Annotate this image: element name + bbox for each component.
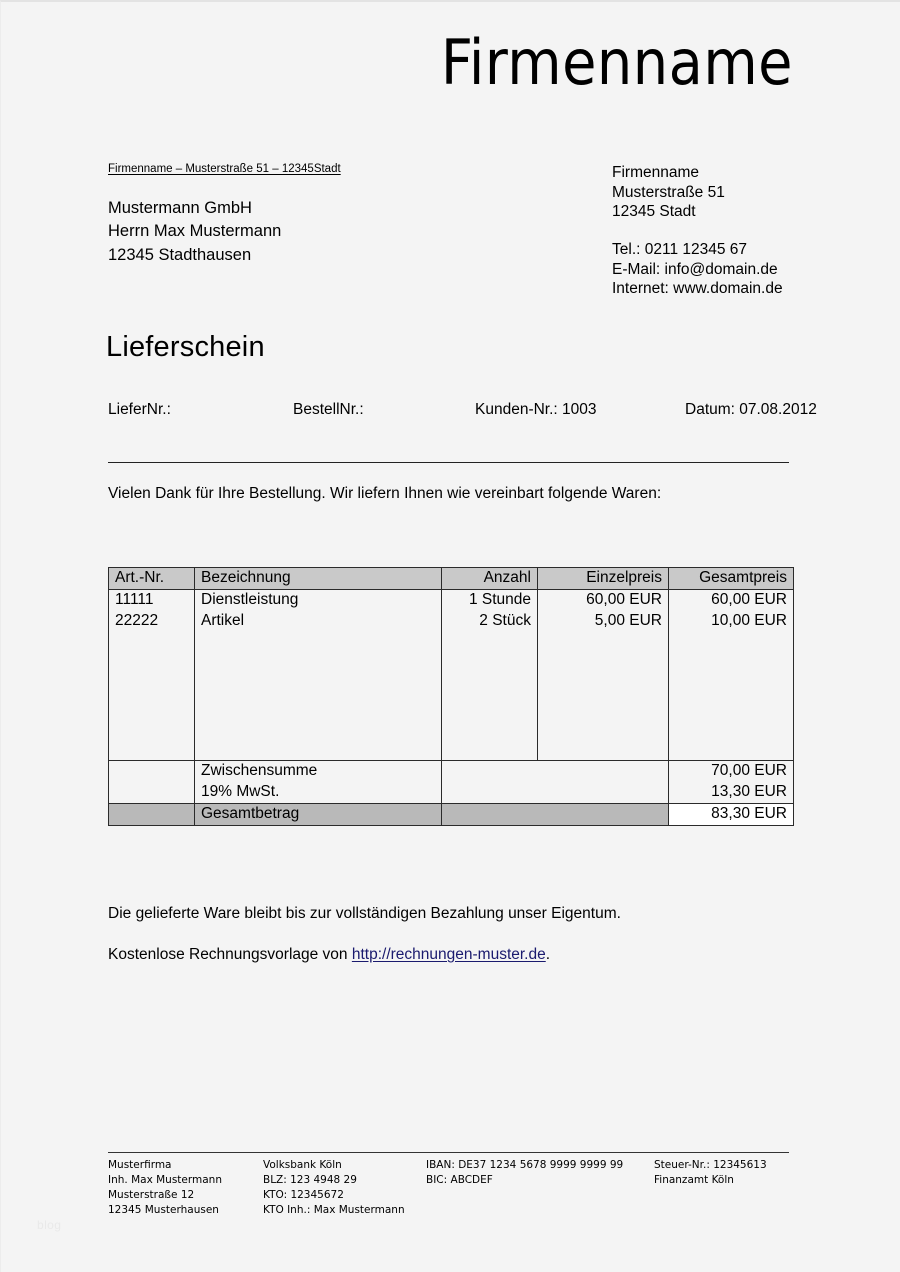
recipient-line-1: Mustermann GmbH bbox=[108, 199, 252, 217]
subtotal-label: Zwischensumme bbox=[195, 761, 442, 782]
footer-tax-number: Steuer-Nr.: 12345613 bbox=[654, 1159, 767, 1171]
cell-unit-price: 5,00 EUR bbox=[538, 611, 669, 632]
contact-spacer bbox=[612, 222, 783, 240]
grand-total-empty-article bbox=[109, 804, 195, 826]
grand-total-label: Gesamtbetrag bbox=[195, 804, 442, 826]
subtotal-empty-article bbox=[109, 761, 195, 782]
order-number-label: BestellNr.: bbox=[293, 401, 364, 418]
column-header-quantity: Anzahl bbox=[442, 568, 538, 590]
subtotal-amount: 70,00 EUR bbox=[669, 761, 794, 782]
footer-account-number: KTO: 12345672 bbox=[263, 1188, 344, 1201]
contact-city: 12345 Stadt bbox=[612, 203, 696, 221]
contact-company-name: Firmenname bbox=[612, 164, 699, 181]
filler-cell-article bbox=[109, 632, 195, 761]
footer-bic: BIC: ABCDEF bbox=[426, 1173, 493, 1186]
contact-website: Internet: www.domain.de bbox=[612, 280, 783, 298]
page-watermark: blog bbox=[37, 1218, 62, 1232]
footer-bank-code: BLZ: 123 4948 29 bbox=[263, 1173, 357, 1186]
contact-phone: Tel.: 0211 12345 67 bbox=[612, 241, 748, 259]
filler-cell-description bbox=[195, 632, 442, 761]
footer-company-street: Musterstraße 12 bbox=[108, 1188, 195, 1201]
template-credit-note bbox=[108, 946, 550, 964]
document-reference-row bbox=[1, 401, 900, 423]
subtotal-empty-quantity bbox=[442, 761, 538, 782]
sender-return-address: Firmenname – Musterstraße 51 – 12345Stadt bbox=[108, 163, 341, 175]
template-source-link[interactable]: http://rechnungen-muster.de bbox=[351, 946, 546, 963]
footer-company-name: Musterfirma bbox=[108, 1159, 172, 1171]
table-header-row bbox=[109, 568, 794, 590]
filler-cell-unit-price bbox=[538, 632, 669, 761]
template-credit-prefix: Kostenlose Rechnungsvorlage von bbox=[108, 946, 352, 963]
contact-street: Musterstraße 51 bbox=[612, 183, 725, 201]
line-items-table bbox=[108, 567, 794, 826]
subtotal-empty-unit bbox=[538, 761, 669, 782]
column-header-unit-price: Einzelpreis bbox=[538, 568, 669, 590]
tax-empty-article bbox=[109, 782, 195, 803]
delivery-number-label: LieferNr.: bbox=[108, 401, 171, 418]
footer-company-owner: Inh. Max Mustermann bbox=[108, 1173, 222, 1186]
tax-row bbox=[109, 782, 794, 803]
cell-description: Artikel bbox=[195, 611, 442, 632]
tax-empty-quantity bbox=[442, 782, 538, 803]
document-date-value: Datum: 07.08.2012 bbox=[685, 401, 817, 418]
cell-quantity: 1 Stunde bbox=[442, 590, 538, 611]
template-credit-suffix: . bbox=[545, 946, 551, 963]
subtotal-row bbox=[109, 761, 794, 782]
page-title: Lieferschein bbox=[106, 331, 265, 363]
footer-tax-column bbox=[654, 1158, 767, 1188]
cell-article-number: 11111 bbox=[109, 590, 195, 611]
tax-label: 19% MwSt. bbox=[195, 782, 442, 803]
company-brand-title: Firmenname bbox=[440, 26, 793, 99]
footer-divider bbox=[108, 1152, 789, 1153]
footer-company-column bbox=[108, 1158, 222, 1218]
cell-description: Dienstleistung bbox=[195, 590, 442, 611]
table-body bbox=[109, 590, 794, 826]
cell-article-number: 22222 bbox=[109, 611, 195, 632]
customer-number-value: Kunden-Nr.: 1003 bbox=[475, 401, 597, 418]
cell-total-price: 10,00 EUR bbox=[669, 611, 794, 632]
footer-bank-column bbox=[263, 1158, 405, 1218]
cell-total-price: 60,00 EUR bbox=[669, 590, 794, 611]
grand-total-row bbox=[109, 804, 794, 826]
footer-iban: IBAN: DE37 1234 5678 9999 9999 99 bbox=[426, 1159, 624, 1171]
grand-total-empty-quantity bbox=[442, 804, 538, 826]
filler-cell-total-price bbox=[669, 632, 794, 761]
grand-total-empty-unit bbox=[538, 804, 669, 826]
grand-total-amount: 83,30 EUR bbox=[669, 804, 794, 826]
retention-of-title-note: Die gelieferte Ware bleibt bis zur vollständigen Bezahlung unser Eigentum. bbox=[108, 905, 621, 922]
footer-bank-name: Volksbank Köln bbox=[263, 1159, 342, 1171]
column-header-total-price: Gesamtpreis bbox=[669, 568, 794, 590]
company-contact-block bbox=[612, 163, 783, 299]
column-header-description: Bezeichnung bbox=[195, 568, 442, 590]
tax-empty-unit bbox=[538, 782, 669, 803]
filler-cell-quantity bbox=[442, 632, 538, 761]
table-row bbox=[109, 611, 794, 632]
recipient-line-3: 12345 Stadthausen bbox=[108, 245, 252, 264]
recipient-address-block bbox=[108, 197, 281, 267]
table-header bbox=[109, 568, 794, 590]
cell-quantity: 2 Stück bbox=[442, 611, 538, 632]
table-row bbox=[109, 590, 794, 611]
footer-iban-column bbox=[426, 1158, 623, 1188]
table-empty-space bbox=[109, 632, 794, 761]
header-divider bbox=[108, 462, 789, 463]
tax-amount: 13,30 EUR bbox=[669, 782, 794, 803]
footer-account-holder: KTO Inh.: Max Mustermann bbox=[263, 1203, 405, 1216]
intro-paragraph: Vielen Dank für Ihre Bestellung. Wir liefern Ihnen wie vereinbart folgende Waren: bbox=[108, 485, 662, 502]
recipient-line-2: Herrn Max Mustermann bbox=[108, 222, 282, 241]
footer-company-city: 12345 Musterhausen bbox=[108, 1203, 219, 1216]
contact-email: E-Mail: info@domain.de bbox=[612, 260, 778, 278]
column-header-article-number: Art.-Nr. bbox=[109, 568, 195, 590]
cell-unit-price: 60,00 EUR bbox=[538, 590, 669, 611]
footer-tax-office: Finanzamt Köln bbox=[654, 1173, 734, 1186]
